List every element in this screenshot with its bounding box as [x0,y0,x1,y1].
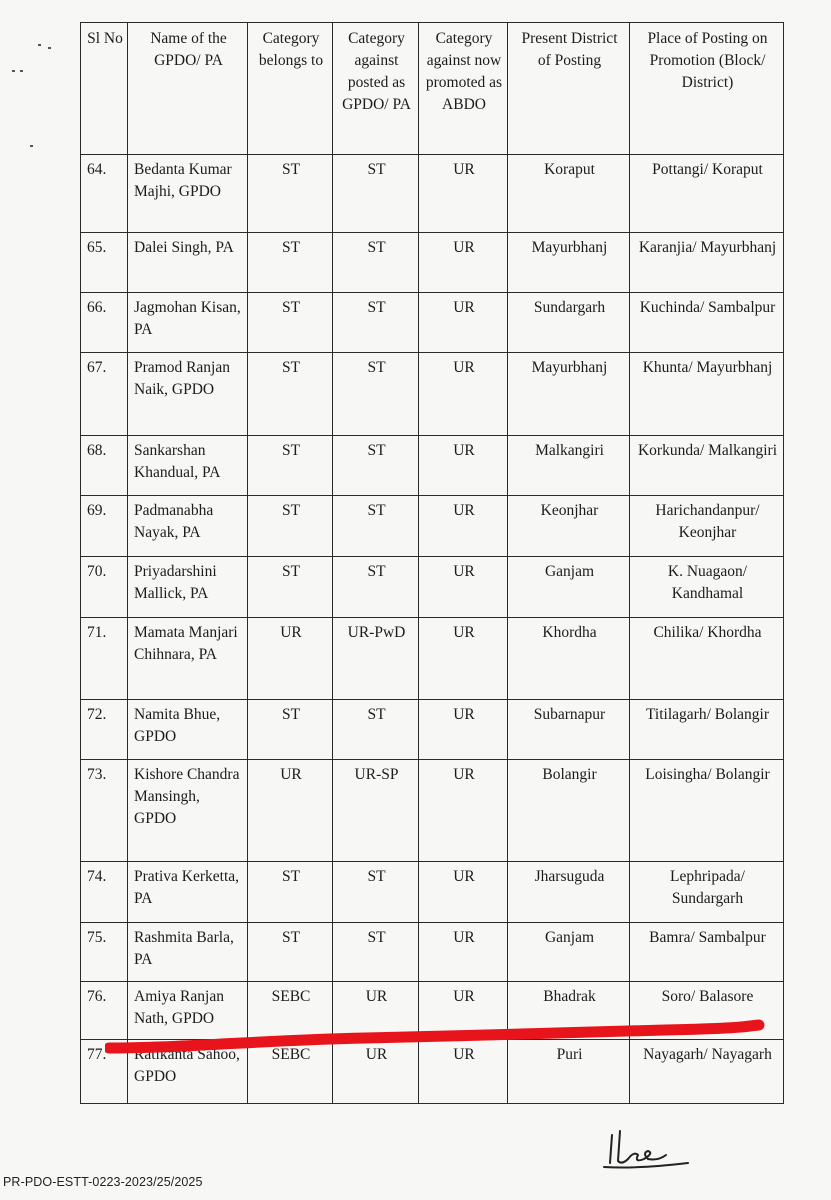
cell-category-promoted: UR [419,436,508,496]
scan-speck [48,47,51,49]
table-row [81,155,784,233]
cell-sl-no: 77. [81,1040,128,1104]
cell-category-promoted: UR [419,618,508,700]
cell-district: Koraput [508,155,630,233]
cell-category-promoted: UR [419,862,508,923]
cell-district: Keonjhar [508,496,630,557]
cell-sl-no: 74. [81,862,128,923]
cell-place: Korkunda/ Malkangiri [630,436,784,496]
cell-place: Soro/ Balasore [630,982,784,1040]
cell-sl-no: 69. [81,496,128,557]
cell-category-posted: UR [333,1040,419,1104]
header-sl-no: Sl No [81,23,128,155]
table-header [81,23,784,155]
cell-place: Lephripada/ Sundargarh [630,862,784,923]
table-row [81,862,784,923]
cell-category: ST [248,436,333,496]
table-row [81,436,784,496]
cell-name: Rashmita Barla, PA [128,923,248,982]
cell-name: Amiya Ranjan Nath, GPDO [128,982,248,1040]
cell-category: SEBC [248,982,333,1040]
cell-name: Prativa Kerketta, PA [128,862,248,923]
cell-name: Dalei Singh, PA [128,233,248,293]
cell-category-posted: ST [333,923,419,982]
cell-sl-no: 73. [81,760,128,862]
cell-sl-no: 65. [81,233,128,293]
cell-place: Kuchinda/ Sambalpur [630,293,784,353]
cell-sl-no: 67. [81,353,128,436]
cell-name: Mamata Manjari Chihnara, PA [128,618,248,700]
cell-place: Harichandanpur/ Keonjhar [630,496,784,557]
cell-name: Ratikanta Sahoo, GPDO [128,1040,248,1104]
cell-category-posted: UR [333,982,419,1040]
table-row [81,982,784,1040]
cell-place: Chilika/ Khordha [630,618,784,700]
cell-name: Sankarshan Khandual, PA [128,436,248,496]
header-category-promoted: Category against now promoted as ABDO [419,23,508,155]
cell-place: Loisingha/ Bolangir [630,760,784,862]
cell-district: Bolangir [508,760,630,862]
scan-speck [30,145,33,147]
cell-category: ST [248,293,333,353]
cell-sl-no: 71. [81,618,128,700]
header-row [81,23,784,155]
cell-category-posted: ST [333,862,419,923]
signature-initials [598,1125,698,1175]
cell-category-promoted: UR [419,923,508,982]
cell-category-posted: UR-PwD [333,618,419,700]
cell-category-promoted: UR [419,760,508,862]
cell-category: ST [248,923,333,982]
table-row [81,353,784,436]
cell-district: Bhadrak [508,982,630,1040]
table-row [81,760,784,862]
scan-speck [12,70,15,72]
cell-category-posted: ST [333,557,419,618]
cell-name: Padmanabha Nayak, PA [128,496,248,557]
cell-district: Malkangiri [508,436,630,496]
cell-category-posted: ST [333,155,419,233]
cell-district: Puri [508,1040,630,1104]
cell-category-posted: ST [333,700,419,760]
header-present-district: Present District of Posting [508,23,630,155]
header-name: Name of the GPDO/ PA [128,23,248,155]
table-row [81,293,784,353]
cell-sl-no: 68. [81,436,128,496]
footer-reference-code: PR-PDO-ESTT-0223-2023/25/2025 [3,1175,203,1189]
cell-place: Nayagarh/ Nayagarh [630,1040,784,1104]
cell-name: Bedanta Kumar Majhi, GPDO [128,155,248,233]
table-body [81,155,784,1104]
header-category-posted: Category against posted as GPDO/ PA [333,23,419,155]
cell-category: ST [248,496,333,557]
cell-place: Pottangi/ Koraput [630,155,784,233]
cell-category-promoted: UR [419,353,508,436]
cell-sl-no: 64. [81,155,128,233]
cell-category: SEBC [248,1040,333,1104]
cell-place: K. Nuagaon/ Kandhamal [630,557,784,618]
header-place-of-posting: Place of Posting on Promotion (Block/ District) [630,23,784,155]
cell-category-promoted: UR [419,982,508,1040]
table-row [81,923,784,982]
cell-category: ST [248,353,333,436]
table-row [81,233,784,293]
cell-category-promoted: UR [419,293,508,353]
cell-category-posted: ST [333,496,419,557]
table-row [81,618,784,700]
cell-sl-no: 75. [81,923,128,982]
scan-speck [38,44,41,46]
promotion-table [80,22,784,1104]
cell-category-promoted: UR [419,155,508,233]
cell-category-posted: ST [333,436,419,496]
cell-category: ST [248,155,333,233]
cell-district: Ganjam [508,557,630,618]
cell-sl-no: 76. [81,982,128,1040]
cell-category-promoted: UR [419,557,508,618]
cell-sl-no: 70. [81,557,128,618]
header-category-belongs: Category belongs to [248,23,333,155]
table-row [81,1040,784,1104]
cell-district: Khordha [508,618,630,700]
cell-district: Sundargarh [508,293,630,353]
table-row [81,700,784,760]
cell-name: Jagmohan Kisan, PA [128,293,248,353]
cell-name: Priyadarshini Mallick, PA [128,557,248,618]
cell-category: ST [248,700,333,760]
cell-category: ST [248,233,333,293]
cell-name: Pramod Ranjan Naik, GPDO [128,353,248,436]
cell-category: ST [248,862,333,923]
table-row [81,557,784,618]
cell-category-promoted: UR [419,700,508,760]
cell-place: Karanjia/ Mayurbhanj [630,233,784,293]
cell-category-promoted: UR [419,1040,508,1104]
cell-place: Titilagarh/ Bolangir [630,700,784,760]
scan-speck [20,70,23,72]
cell-category-posted: ST [333,293,419,353]
cell-district: Mayurbhanj [508,353,630,436]
cell-category-promoted: UR [419,496,508,557]
cell-district: Subarnapur [508,700,630,760]
cell-category-posted: ST [333,233,419,293]
cell-place: Bamra/ Sambalpur [630,923,784,982]
cell-place: Khunta/ Mayurbhanj [630,353,784,436]
cell-category: UR [248,760,333,862]
cell-district: Jharsuguda [508,862,630,923]
cell-sl-no: 72. [81,700,128,760]
cell-district: Ganjam [508,923,630,982]
table-row [81,496,784,557]
cell-sl-no: 66. [81,293,128,353]
cell-category: ST [248,557,333,618]
cell-name: Kishore Chandra Mansingh, GPDO [128,760,248,862]
cell-category-promoted: UR [419,233,508,293]
cell-category-posted: ST [333,353,419,436]
cell-district: Mayurbhanj [508,233,630,293]
cell-category: UR [248,618,333,700]
cell-category-posted: UR-SP [333,760,419,862]
cell-name: Namita Bhue, GPDO [128,700,248,760]
